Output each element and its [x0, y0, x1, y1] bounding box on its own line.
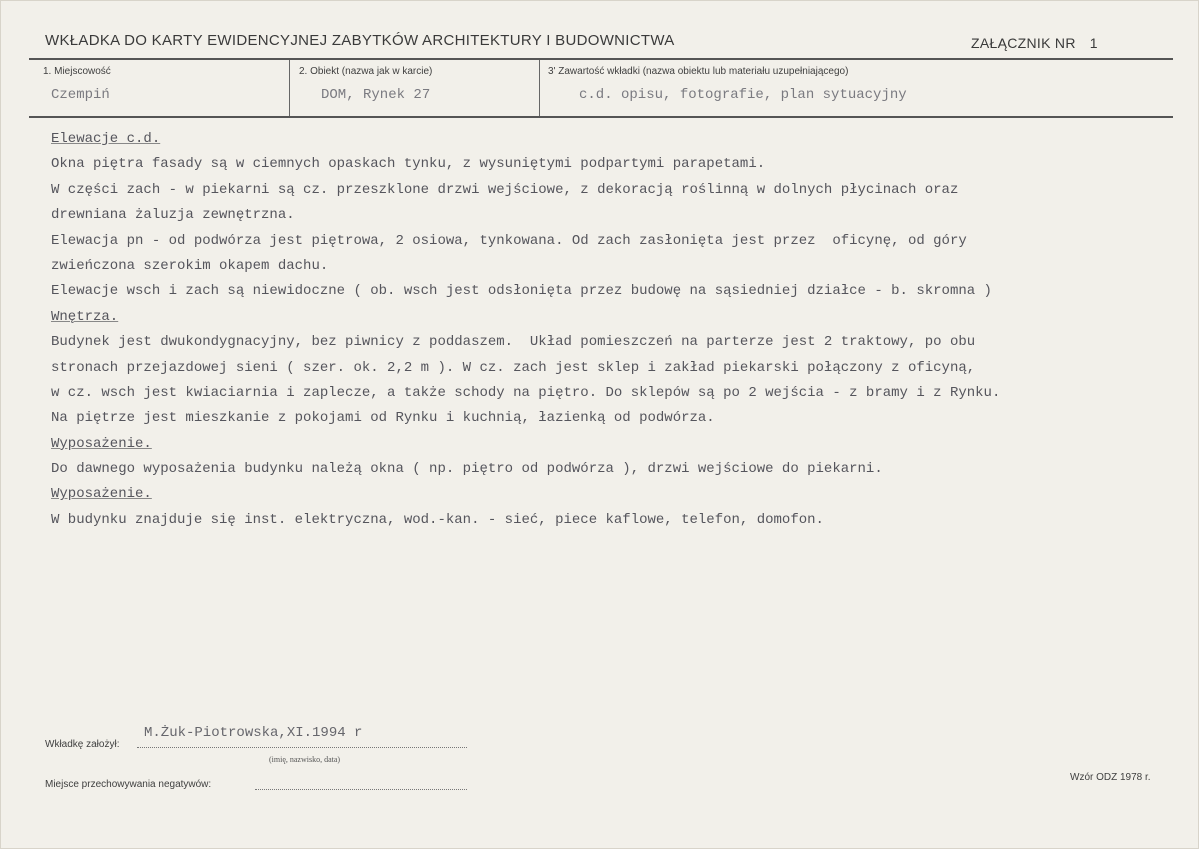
body-line: Okna piętra fasady są w ciemnych opaskach tynku, z wysuniętymi podpartymi parapetami.: [51, 156, 766, 173]
negatives-line: [255, 789, 467, 790]
annex-label: [971, 35, 1098, 51]
field-divider-1: [289, 60, 290, 116]
body-line: W budynku znajduje się inst. elektryczna, wod.-kan. - sieć, piece kaflowe, telefon, domofon.: [51, 511, 824, 528]
header-bottom-rule: [29, 116, 1173, 118]
header-top-rule: [29, 58, 1173, 60]
negatives-label: Miejsce przechowywania negatywów:: [45, 779, 212, 790]
body-line: Na piętrze jest mieszkanie z pokojami od Rynku i kuchnią, łazienką od podwórza.: [51, 410, 715, 427]
body-line: zwieńczona szerokim okapem dachu.: [51, 257, 329, 274]
body-line: stronach przejazdowej sieni ( szer. ok. 2,2 m ). W cz. zach jest sklep i zakład piekarski połączony z oficyną,: [51, 359, 976, 376]
body-line: Wnętrza.: [51, 308, 119, 325]
body-line: Wyposażenie.: [51, 435, 152, 452]
object-value: DOM, Rynek 27: [321, 87, 431, 103]
body-line: drewniana żaluzja zewnętrzna.: [51, 207, 295, 224]
card-title: WKŁADKA DO KARTY EWIDENCYJNEJ ZABYTKÓW ARCHITEKTURY I BUDOWNICTWA: [45, 32, 675, 49]
content-label: 3' Zawartość wkładki (nazwa obiektu lub materiału uzupełniającego): [548, 66, 849, 77]
compiled-by-value: M.Żuk-Piotrowska,XI.1994 r: [144, 725, 363, 741]
body-line: Wyposażenie.: [51, 486, 152, 503]
body-line: Elewacje c.d.: [51, 131, 161, 147]
body-line: Do dawnego wyposażenia budynku należą okna ( np. piętro od podwórza ), drzwi wejściowe do piekarni.: [51, 461, 883, 478]
place-label: 1. Miejscowość: [43, 66, 111, 77]
compiled-by-caption: (imię, nazwisko, data): [269, 755, 341, 764]
body-line: Elewacja pn - od podwórza jest piętrowa, 2 osiowa, tynkowana. Od zach zasłonięta jest przez oficynę, od góry: [51, 232, 967, 249]
form-reference: Wzór ODZ 1978 r.: [1070, 772, 1151, 783]
annex-number: 1: [1089, 35, 1098, 51]
body-line: Budynek jest dwukondygnacyjny, bez piwnicy z poddaszem. Układ pomieszczeń na parterze jest 2 traktowy, po obu: [51, 334, 976, 351]
field-divider-2: [539, 60, 540, 116]
body-line: W części zach - w piekarni są cz. przeszklone drzwi wejściowe, z dekoracją roślinną w dolnych płycinach oraz: [51, 181, 959, 198]
content-value: c.d. opisu, fotografie, plan sytuacyjny: [579, 87, 907, 103]
description-body: [51, 127, 1171, 533]
compiled-by-label: Wkładkę założył:: [45, 739, 120, 750]
body-line: w cz. wsch jest kwiaciarnia i zaplecze, a także schody na piętro. Do sklepów są po 2 wejścia - z bramy i z Rynku.: [51, 384, 1001, 401]
object-label: 2. Obiekt (nazwa jak w karcie): [299, 66, 433, 77]
place-value: Czempiń: [51, 87, 110, 103]
body-line: Elewacje wsch i zach są niewidoczne ( ob. wsch jest odsłonięta przez budowę na sąsiedniej działce - b. skromna ): [51, 283, 992, 300]
compiled-by-line: [137, 747, 467, 748]
annex-label-text: ZAŁĄCZNIK NR: [971, 35, 1076, 51]
